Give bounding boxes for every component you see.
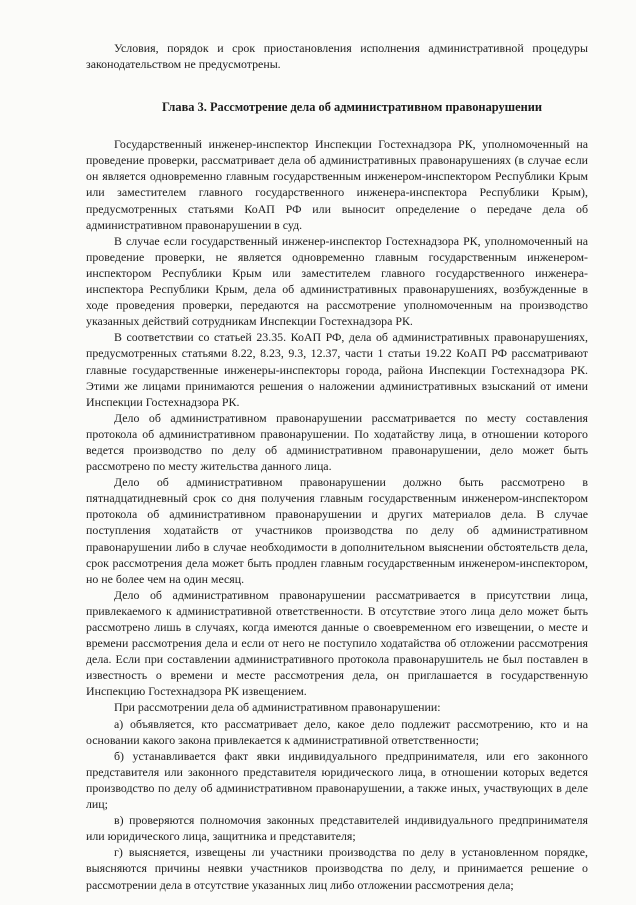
paragraph: Дело об административном правонарушении рассматривается в присутствии лица, привлекаемого к административной ответственности. В отсутствие этого лица дело может быть рассмотрено лишь в случаях, когда имеются данные о своевременном его извещении, о месте и времени рассмотрения дела и если от него не поступило ходатайства об отложении рассмотрения дела. Если при составлении административного протокола правонарушитель не был поставлен в известность о времени и месте рассмотрения дела, он приглашается в государственную Инспекцию Гостехнадзора РК извещением. (86, 587, 588, 699)
intro-paragraph: Условия, порядок и срок приостановления исполнения административной процедуры законодательством не предусмотрены. (86, 41, 588, 72)
list-item: а) объявляется, кто рассматривает дело, какое дело подлежит рассмотрению, кто и на основании какого закона привлекается к административной ответственности; (86, 716, 588, 747)
paragraph: В соответствии со статьей 23.35. КоАП РФ, дела об административных правонарушениях, предусмотренных статьями 8.22, 8.23, 9.3, 12.37, части 1 статьи 19.22 КоАП РФ рассматривают главные государственные инженеры-инспекторы города, района Инспекции Гостехнадзора РК. Этими же лицами принимаются решения о наложении административных взысканий от имени Инспекции Гостехнадзора РК. (86, 330, 588, 409)
paragraph: Государственный инженер-инспектор Инспекции Гостехнадзора РК, уполномоченный на проведение проверки, рассматривает дела об административных правонарушениях (в случае если он является одновременно главным государственным инженером-инспектором Республики Крым или заместителем главного государственного инженера-инспектора Республики Крым), предусмотренных статьями КоАП РФ или выносит определение о передаче дела об административном правонарушении в суд. (86, 137, 588, 232)
list-intro: При рассмотрении дела об административном правонарушении: (114, 700, 441, 715)
paragraph: Дело об административном правонарушении рассматривается по месту составления протокола об административном правонарушении. По ходатайству лица, в отношении которого ведется производство по делу об административном правонарушении, дело может быть рассмотрено по месту жительства данного лица. (86, 410, 588, 474)
chapter-title: Глава 3. Рассмотрение дела об административном правонарушении (161, 100, 543, 115)
list-item: г) выясняется, извещены ли участники производства по делу в установленном порядке, выясняются причины неявки участников производства по делу, и принимается решение о рассмотрении дела в отсутствие указанных лиц либо отложении рассмотрения дела; (86, 845, 588, 892)
paragraph: Дело об административном правонарушении должно быть рассмотрено в пятнадцатидневный срок со дня получения главным государственным инженером-инспектором протокола об административном правонарушении и других материалов дела. В случае поступления ходатайств от участников производства по делу об административном правонарушении либо в случае необходимости в дополнительном выяснении обстоятельств дела, срок рассмотрения дела может быть продлен главным государственным инженером-инспектором, но не более чем на один месяц. (86, 475, 588, 586)
paragraph: В случае если государственный инженер-инспектор Гостехнадзора РК, уполномоченный на проведение проверки, не является одновременно главным государственным инженером-инспектором Республики Крым или заместителем главного государственного инженера-инспектора Республики Крым, дела об административных правонарушениях, возбужденные в ходе проведения проверки, передаются на рассмотрение уполномоченным на производство указанных действий сотрудникам Инспекции Гостехнадзора РК. (86, 233, 588, 329)
list-item: в) проверяются полномочия законных представителей индивидуального предпринимателя или юридического лица, защитника и представителя; (86, 813, 588, 844)
list-item: б) устанавливается факт явки индивидуального предпринимателя, или его законного представителя или законного представителя юридического лица, в отношении которых ведется производство по делу об административном правонарушении, а также иных, участвующих в деле лиц; (86, 748, 588, 812)
